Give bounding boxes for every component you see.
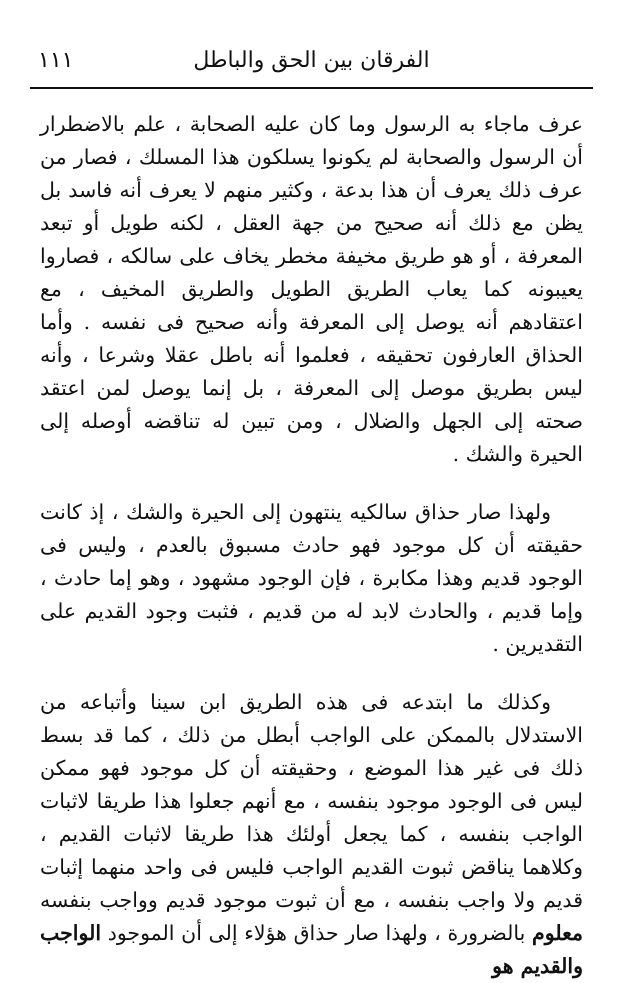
paragraph-3-text-cont: بالضرورة ، ولهذا صار حذاق هؤلاء إلى أن الموجود — [107, 921, 526, 945]
running-title: الفرقان بين الحق والباطل — [193, 48, 430, 73]
paragraph-2: ولهذا صار حذاق سالكيه ينتهون إلى الحيرة والشك ، إذ كانت حقيقته أن كل موجود فهو حادث مسبوق بالعدم ، وليس فى الوجود قديم وهذا مكابرة ، فإن الوجود مشهود ، وهو إما حادث ، وإما قديم ، والحادث لابد له من قديم ، فثبت وجود القديم على التقديرين . — [40, 500, 583, 656]
header-rule — [30, 87, 593, 89]
paragraph-gap — [40, 471, 583, 496]
paragraph-3-text: وكذلك ما ابتدعه فى هذه الطريق ابن سينا وأتباعه من الاستدلال بالممكن على الواجب أبطل من ذلك ، كما قد بسط ذلك فى غير هذا الموضع ، وحقيقته أن كل موجود فهو ممكن ليس فى الوجود موجود بنفسه ، مع أنهم جعلوا هذا طريقا لاثبات الواجب بنفسه ، كما يجعل أولئك هذا طريقا لاثبات القديم ، وكلاهما يناقض ثبوت القديم الواجب فليس فى واحد منهما إثبات قديم ولا واجب بنفسه ، مع أن ثبوت موجود قديم وواجب بنفسه — [40, 690, 583, 912]
page-body — [40, 108, 583, 983]
paragraph-3-bold-phrase: الواجب والقديم هو — [40, 921, 583, 978]
paragraph-3-bold-word: معلوم — [532, 921, 583, 945]
page-header — [30, 38, 593, 82]
paragraph-1: عرف ماجاء به الرسول وما كان عليه الصحابة ، علم بالاضطرار أن الرسول والصحابة لم يكونوا يسلكون هذا المسلك ، فصار من عرف ذلك يعرف أن هذا بدعة ، وكثير منهم لا يعرف أنه فاسد بل يظن مع ذلك أنه صحيح من جهة العقل ، لكنه طويل أو تبعد المعرفة ، أو هو طريق مخيفة مخطر يخاف على سالكه ، فصاروا يعيبونه كما يعاب الطريق الطويل والطريق المخيف ، مع اعتقادهم أنه يوصل إلى المعرفة وأنه صحيح فى نفسه . وأما الحذاق العارفون تحقيقه ، فعلموا أنه باطل عقلا وشرعا ، وأنه ليس بطريق موصل إلى المعرفة ، بل إنما يوصل لمن اعتقد صحته إلى الجهل والضلال ، ومن تبين له تناقضه أوصله إلى الحيرة والشك . — [40, 112, 584, 466]
page-number: ١١١ — [38, 48, 74, 73]
paragraph-3 — [40, 686, 583, 983]
paragraph-gap — [40, 661, 583, 686]
